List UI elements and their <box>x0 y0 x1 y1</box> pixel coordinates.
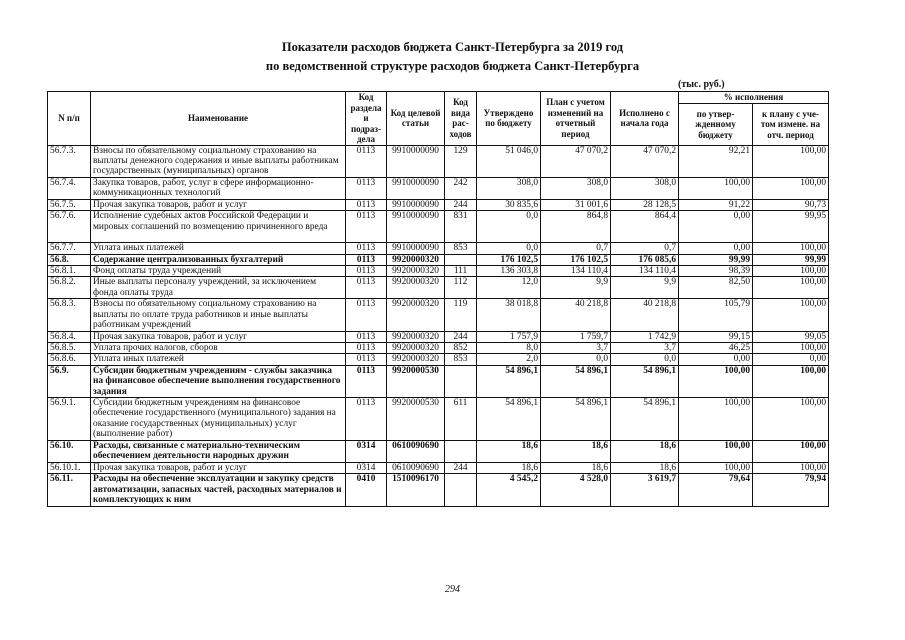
row-pct-approved: 100,00 <box>679 441 753 463</box>
row-executed: 176 085,6 <box>611 254 679 265</box>
row-num: 56.10. <box>48 441 91 463</box>
row-num: 56.7.7. <box>48 243 91 254</box>
table-row <box>48 265 829 276</box>
row-plan: 308,0 <box>541 177 611 199</box>
row-section-code: 0113 <box>346 145 387 177</box>
row-target-code: 9920000530 <box>387 398 445 441</box>
row-pct-plan: 99,05 <box>753 331 829 342</box>
table-row <box>48 145 829 177</box>
row-plan: 54 896,1 <box>541 365 611 397</box>
row-type-code <box>445 441 477 463</box>
row-executed: 18,6 <box>611 463 679 474</box>
header-name: Наименование <box>91 92 346 146</box>
row-section-code: 0113 <box>346 342 387 353</box>
row-executed: 0,7 <box>611 243 679 254</box>
row-pct-approved: 100,00 <box>679 463 753 474</box>
row-plan: 18,6 <box>541 441 611 463</box>
row-type-code: 611 <box>445 398 477 441</box>
row-type-code <box>445 474 477 506</box>
row-type-code <box>445 365 477 397</box>
row-target-code: 9920000320 <box>387 354 445 365</box>
row-section-code: 0113 <box>346 299 387 331</box>
row-type-code: 112 <box>445 277 477 299</box>
row-name: Расходы на обеспечение эксплуатации и закупку средств автоматизации, запасных частей, расходных материалов и комплектующих к ним <box>91 474 346 506</box>
row-executed: 134 110,4 <box>611 265 679 276</box>
row-type-code: 242 <box>445 177 477 199</box>
header-pct-approved: по утвер-жденному бюджету <box>679 104 753 146</box>
row-pct-plan: 100,00 <box>753 299 829 331</box>
row-target-code: 0610090690 <box>387 463 445 474</box>
table-row <box>48 463 829 474</box>
row-pct-approved: 0,00 <box>679 354 753 365</box>
row-name: Прочая закупка товаров, работ и услуг <box>91 463 346 474</box>
row-target-code: 9920000320 <box>387 299 445 331</box>
header-num: N п/п <box>48 92 91 146</box>
row-plan: 134 110,4 <box>541 265 611 276</box>
row-num: 56.8.1. <box>48 265 91 276</box>
row-plan: 31 001,6 <box>541 199 611 210</box>
row-approved: 38 018,8 <box>477 299 541 331</box>
row-approved: 30 835,6 <box>477 199 541 210</box>
row-target-code: 1510096170 <box>387 474 445 506</box>
budget-table <box>47 91 829 507</box>
row-name: Содержание централизованных бухгалтерий <box>91 254 346 265</box>
row-pct-plan: 100,00 <box>753 145 829 177</box>
row-pct-plan: 100,00 <box>753 243 829 254</box>
row-approved: 51 046,0 <box>477 145 541 177</box>
row-executed: 18,6 <box>611 441 679 463</box>
row-type-code: 831 <box>445 211 477 243</box>
table-row <box>48 277 829 299</box>
row-approved: 176 102,5 <box>477 254 541 265</box>
row-section-code: 0113 <box>346 354 387 365</box>
row-approved: 12,0 <box>477 277 541 299</box>
row-approved: 54 896,1 <box>477 365 541 397</box>
header-plan: План с учетом изменений на отчетный период <box>541 92 611 146</box>
row-pct-plan: 0,00 <box>753 354 829 365</box>
row-name: Уплата прочих налогов, сборов <box>91 342 346 353</box>
row-pct-approved: 92,21 <box>679 145 753 177</box>
row-num: 56.10.1. <box>48 463 91 474</box>
row-name: Взносы по обязательному социальному страхованию на выплаты денежного содержания и иные выплаты работникам государственных (муниципальных) органов <box>91 145 346 177</box>
row-name: Иные выплаты персоналу учреждений, за исключением фонда оплаты труда <box>91 277 346 299</box>
units-label: (тыс. руб.) <box>678 79 725 90</box>
row-name: Прочая закупка товаров, работ и услуг <box>91 331 346 342</box>
row-target-code: 9920000320 <box>387 277 445 299</box>
row-num: 56.9.1. <box>48 398 91 441</box>
row-pct-plan: 100,00 <box>753 398 829 441</box>
row-num: 56.9. <box>48 365 91 397</box>
row-num: 56.7.5. <box>48 199 91 210</box>
table-row <box>48 331 829 342</box>
row-plan: 54 896,1 <box>541 398 611 441</box>
table-row <box>48 474 829 506</box>
table-row <box>48 177 829 199</box>
row-pct-approved: 91,22 <box>679 199 753 210</box>
row-pct-plan: 99,95 <box>753 211 829 243</box>
row-type-code: 244 <box>445 331 477 342</box>
row-approved: 0,0 <box>477 243 541 254</box>
row-approved: 8,0 <box>477 342 541 353</box>
header-approved: Утверждено по бюджету <box>477 92 541 146</box>
row-pct-approved: 46,25 <box>679 342 753 353</box>
row-pct-plan: 90,73 <box>753 199 829 210</box>
row-num: 56.11. <box>48 474 91 506</box>
row-plan: 47 070,2 <box>541 145 611 177</box>
header-target-code: Код целевой статьи <box>387 92 445 146</box>
row-type-code: 853 <box>445 354 477 365</box>
row-name: Субсидии бюджетным учреждениям на финансовое обеспечение государственного (муниципального) задания на оказание государственных (муниципальных) услуг (выполнение работ) <box>91 398 346 441</box>
row-section-code: 0314 <box>346 441 387 463</box>
row-target-code: 9920000320 <box>387 265 445 276</box>
row-pct-approved: 99,15 <box>679 331 753 342</box>
row-executed: 0,0 <box>611 354 679 365</box>
row-approved: 308,0 <box>477 177 541 199</box>
row-num: 56.8.3. <box>48 299 91 331</box>
row-approved: 2,0 <box>477 354 541 365</box>
row-pct-approved: 82,50 <box>679 277 753 299</box>
row-section-code: 0113 <box>346 254 387 265</box>
row-section-code: 0113 <box>346 331 387 342</box>
row-approved: 54 896,1 <box>477 398 541 441</box>
row-target-code: 9920000320 <box>387 254 445 265</box>
row-plan: 176 102,5 <box>541 254 611 265</box>
row-target-code: 9910000090 <box>387 177 445 199</box>
row-pct-approved: 0,00 <box>679 243 753 254</box>
row-pct-plan: 100,00 <box>753 265 829 276</box>
row-name: Расходы, связанные с материально-техническим обеспечением деятельности народных дружин <box>91 441 346 463</box>
row-plan: 40 218,8 <box>541 299 611 331</box>
row-section-code: 0113 <box>346 265 387 276</box>
row-name: Прочая закупка товаров, работ и услуг <box>91 199 346 210</box>
row-plan: 0,0 <box>541 354 611 365</box>
row-section-code: 0113 <box>346 243 387 254</box>
row-approved: 18,6 <box>477 441 541 463</box>
row-section-code: 0113 <box>346 199 387 210</box>
row-approved: 0,0 <box>477 211 541 243</box>
row-pct-approved: 100,00 <box>679 177 753 199</box>
row-section-code: 0410 <box>346 474 387 506</box>
row-pct-plan: 100,00 <box>753 342 829 353</box>
row-executed: 40 218,8 <box>611 299 679 331</box>
row-executed: 864,4 <box>611 211 679 243</box>
row-num: 56.7.4. <box>48 177 91 199</box>
row-executed: 3,7 <box>611 342 679 353</box>
row-plan: 18,6 <box>541 463 611 474</box>
header-section-code: Код раздела и подраз-дела <box>346 92 387 146</box>
row-pct-plan: 100,00 <box>753 463 829 474</box>
row-type-code: 111 <box>445 265 477 276</box>
row-pct-approved: 100,00 <box>679 398 753 441</box>
header-pct: % исполнения <box>679 92 829 104</box>
row-pct-plan: 100,00 <box>753 177 829 199</box>
row-pct-approved: 100,00 <box>679 365 753 397</box>
row-name: Закупка товаров, работ, услуг в сфере информационно-коммуникационных технологий <box>91 177 346 199</box>
row-approved: 18,6 <box>477 463 541 474</box>
row-approved: 136 303,8 <box>477 265 541 276</box>
table-row <box>48 441 829 463</box>
row-num: 56.8.2. <box>48 277 91 299</box>
row-pct-approved: 0,00 <box>679 211 753 243</box>
page-number: 294 <box>445 584 460 595</box>
row-approved: 4 545,2 <box>477 474 541 506</box>
table-row <box>48 211 829 243</box>
row-name: Уплата иных платежей <box>91 243 346 254</box>
row-pct-plan: 99,99 <box>753 254 829 265</box>
header-pct-plan: к плану с уче-том измене. на отч. период <box>753 104 829 146</box>
row-executed: 3 619,7 <box>611 474 679 506</box>
row-type-code: 853 <box>445 243 477 254</box>
row-num: 56.7.3. <box>48 145 91 177</box>
row-plan: 864,8 <box>541 211 611 243</box>
table-row <box>48 398 829 441</box>
row-name: Субсидии бюджетным учреждениям - службы заказчика на финансовое обеспечение выполнения государственного задания <box>91 365 346 397</box>
row-name: Уплата иных платежей <box>91 354 346 365</box>
row-plan: 3,7 <box>541 342 611 353</box>
row-num: 56.8.4. <box>48 331 91 342</box>
row-target-code: 9920000530 <box>387 365 445 397</box>
row-target-code: 9910000090 <box>387 199 445 210</box>
row-pct-approved: 99,99 <box>679 254 753 265</box>
row-target-code: 9910000090 <box>387 211 445 243</box>
row-pct-plan: 100,00 <box>753 365 829 397</box>
row-name: Исполнение судебных актов Российской Федерации и мировых соглашений по возмещению причиненного вреда <box>91 211 346 243</box>
table-row <box>48 299 829 331</box>
row-num: 56.8. <box>48 254 91 265</box>
row-pct-approved: 79,64 <box>679 474 753 506</box>
report-title-line-1: Показатели расходов бюджета Санкт-Петербурга за 2019 год <box>281 40 624 54</box>
row-executed: 54 896,1 <box>611 365 679 397</box>
row-num: 56.8.5. <box>48 342 91 353</box>
row-section-code: 0113 <box>346 277 387 299</box>
row-section-code: 0113 <box>346 177 387 199</box>
row-section-code: 0314 <box>346 463 387 474</box>
row-approved: 1 757,9 <box>477 331 541 342</box>
row-pct-plan: 79,94 <box>753 474 829 506</box>
row-executed: 308,0 <box>611 177 679 199</box>
header-executed: Исполнено с начала года <box>611 92 679 146</box>
row-target-code: 9920000320 <box>387 331 445 342</box>
row-type-code <box>445 254 477 265</box>
row-plan: 0,7 <box>541 243 611 254</box>
row-executed: 1 742,9 <box>611 331 679 342</box>
row-target-code: 9910000090 <box>387 145 445 177</box>
row-name: Фонд оплаты труда учреждений <box>91 265 346 276</box>
row-type-code: 119 <box>445 299 477 331</box>
row-pct-approved: 98,39 <box>679 265 753 276</box>
row-executed: 28 128,5 <box>611 199 679 210</box>
row-plan: 1 759,7 <box>541 331 611 342</box>
table-row <box>48 243 829 254</box>
row-executed: 54 896,1 <box>611 398 679 441</box>
table-row <box>48 365 829 397</box>
row-num: 56.7.6. <box>48 211 91 243</box>
row-target-code: 9920000320 <box>387 342 445 353</box>
row-pct-approved: 105,79 <box>679 299 753 331</box>
row-section-code: 0113 <box>346 365 387 397</box>
row-target-code: 0610090690 <box>387 441 445 463</box>
row-type-code: 244 <box>445 463 477 474</box>
row-section-code: 0113 <box>346 398 387 441</box>
report-title-line-2: по ведомственной структуре расходов бюджета Санкт-Петербурга <box>265 59 640 73</box>
row-pct-plan: 100,00 <box>753 277 829 299</box>
row-plan: 4 528,0 <box>541 474 611 506</box>
table-row <box>48 342 829 353</box>
table-row <box>48 254 829 265</box>
row-num: 56.8.6. <box>48 354 91 365</box>
row-target-code: 9910000090 <box>387 243 445 254</box>
row-pct-plan: 100,00 <box>753 441 829 463</box>
row-name: Взносы по обязательному социальному страхованию на выплаты по оплате труда работников и иные выплаты работникам учреждений <box>91 299 346 331</box>
row-section-code: 0113 <box>346 211 387 243</box>
header-type-code: Код вида рас-ходов <box>445 92 477 146</box>
row-type-code: 852 <box>445 342 477 353</box>
row-executed: 9,9 <box>611 277 679 299</box>
row-plan: 9,9 <box>541 277 611 299</box>
table-body <box>48 145 829 506</box>
row-type-code: 129 <box>445 145 477 177</box>
table-row <box>48 354 829 365</box>
row-executed: 47 070,2 <box>611 145 679 177</box>
row-type-code: 244 <box>445 199 477 210</box>
table-row <box>48 199 829 210</box>
